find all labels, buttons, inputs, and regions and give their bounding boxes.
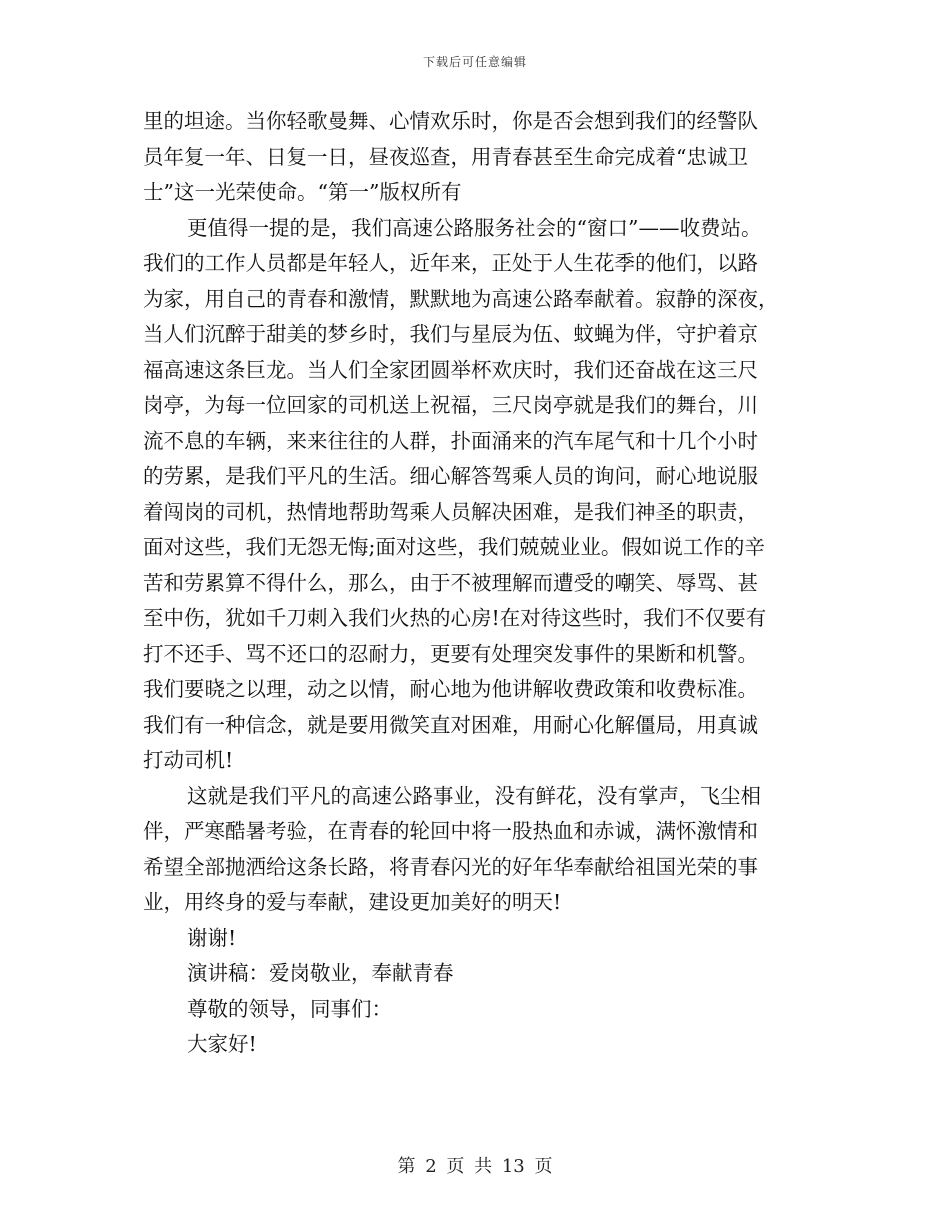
text-line: 我们要晓之以理，动之以情，耐心地为他讲解收费政策和收费标准。 — [143, 677, 758, 701]
text-line: 伴，严寒酷暑考验，在青春的轮回中将一股热血和赤诚，满怀激情和 — [143, 819, 758, 843]
text-line: 流不息的车辆，来来往往的人群，扑面涌来的汽车尾气和十几个小时 — [143, 428, 758, 453]
document-body — [143, 104, 823, 1063]
text-line: 里的坦途。当你轻歌曼舞、心情欢乐时，你是否会想到我们的经警队 — [143, 109, 758, 133]
paragraph-start-line: 更值得一提的是，我们高速公路服务社会的“窗口”——收费站。 — [187, 215, 762, 240]
text-line: 我们有一种信念，就是要用微笑直对困难，用耐心化解僵局，用真诚 — [143, 712, 758, 737]
page-header-note: 下载后可任意编辑 — [422, 55, 527, 69]
page-number-footer: 第 2 页 共 13 页 — [397, 1156, 553, 1177]
text-line: 福高速这条巨龙。当人们全家团圆举杯欢庆时，我们还奋战在这三尺 — [143, 357, 758, 382]
text-line: 士”这一光荣使命。“第一”版权所有 — [143, 180, 462, 204]
greeting-line: 大家好! — [187, 1032, 257, 1056]
paragraph-start-line: 这就是我们平凡的高速公路事业，没有鲜花，没有掌声，飞尘相 — [187, 783, 761, 808]
text-line: 为家，用自己的青春和激情，默默地为高速公路奉献着。寂静的深夜， — [143, 286, 779, 311]
text-line: 员年复一年、日复一日，昼夜巡查，用青春甚至生命完成着“忠诚卫 — [143, 144, 748, 169]
text-line: 打动司机! — [143, 748, 234, 772]
text-line: 打不还手、骂不还口的忍耐力，更要有处理突发事件的果断和机警。 — [143, 641, 758, 666]
salutation-line: 尊敬的领导，同事们： — [187, 996, 392, 1021]
text-line: 着闯岗的司机，热情地帮助驾乘人员解决困难，是我们神圣的职责， — [143, 499, 758, 524]
text-line: 苦和劳累算不得什么，那么，由于不被理解而遭受的嘲笑、辱骂、甚 — [143, 570, 758, 595]
text-line: 我们的工作人员都是年轻人，近年来，正处于人生花季的他们，以路 — [143, 251, 758, 275]
text-line: 岗亭，为每一位回家的司机送上祝福，三尺岗亭就是我们的舞台，川 — [143, 393, 758, 417]
thanks-line: 谢谢! — [187, 925, 237, 950]
text-line: 业，用终身的爱与奉献，建设更加美好的明天! — [143, 890, 562, 914]
text-line: 至中伤，犹如千刀刺入我们火热的心房!在对待这些时，我们不仅要有 — [143, 606, 767, 630]
text-line: 的劳累，是我们平凡的生活。细心解答驾乘人员的询问，耐心地说服 — [143, 464, 758, 488]
text-line: 希望全部抛洒给这条长路，将青春闪光的好年华奉献给祖国光荣的事 — [143, 854, 758, 879]
speech-title-line: 演讲稿：爱岗敬业，奉献青春 — [187, 961, 454, 985]
text-line: 面对这些，我们无怨无悔;面对这些，我们兢兢业业。假如说工作的辛 — [143, 535, 765, 559]
text-line: 当人们沉醉于甜美的梦乡时，我们与星辰为伍、蚊蝇为伴，守护着京 — [143, 322, 758, 346]
